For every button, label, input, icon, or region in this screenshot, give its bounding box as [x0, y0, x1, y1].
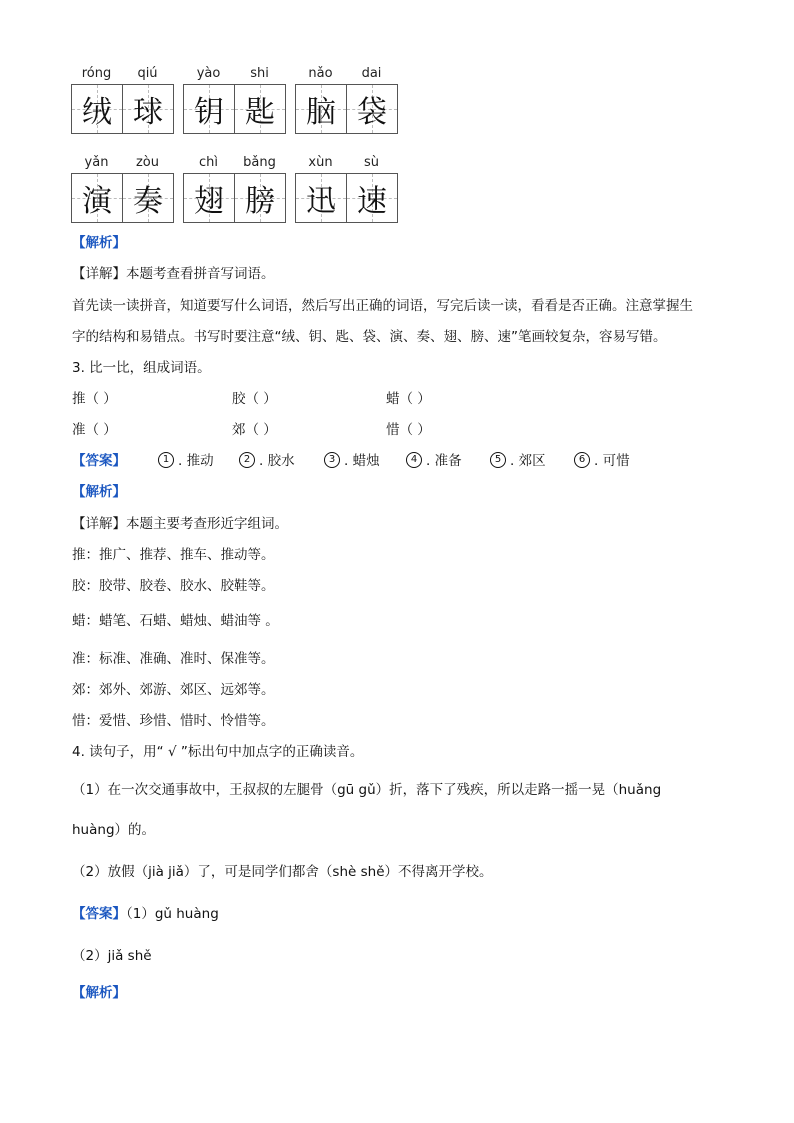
word-group [183, 153, 286, 223]
pinyin: qiú [137, 66, 158, 81]
word-group [71, 64, 174, 134]
char-box: 演 [72, 174, 122, 222]
char-box: 球 [122, 85, 173, 133]
answer-text: （1）gǔ huàng [126, 906, 219, 922]
word-group [71, 153, 174, 223]
char-box: 迅 [296, 174, 346, 222]
pinyin: shi [250, 66, 269, 81]
pinyin: zòu [135, 155, 160, 170]
word-list-line: 郊：郊外、郊游、郊区、远郊等。 [72, 682, 275, 698]
grid-row-1 [71, 64, 398, 134]
char-box: 奏 [122, 174, 173, 222]
word-list-line: 胶：胶带、胶卷、胶水、胶鞋等。 [72, 578, 275, 594]
pinyin: yǎn [84, 155, 109, 170]
word-group [295, 153, 398, 223]
fill-blank: 郊（ ） [232, 422, 277, 438]
char-box: 膀 [234, 174, 285, 222]
sentence-line: huàng）的。 [72, 822, 156, 838]
pinyin: bǎng [243, 155, 276, 170]
pinyin: yào [196, 66, 221, 81]
word-list-line: 准：标准、准确、准时、保准等。 [72, 651, 275, 667]
char-box: 速 [346, 174, 397, 222]
jiexi-heading: 【解析】 [72, 985, 126, 1001]
fill-blank: 蜡（ ） [386, 391, 431, 407]
answer-line: （2）jiǎ shě [72, 948, 152, 964]
char-box: 绒 [72, 85, 122, 133]
circled-number: 5 [490, 452, 506, 468]
word-group [295, 64, 398, 134]
word-list-line: 蜡：蜡笔、石蜡、蜡烛、蜡油等 。 [72, 613, 279, 629]
grid-row-2 [71, 153, 398, 223]
answer-tag: 【答案】 [72, 906, 126, 922]
fill-blank: 胶（ ） [232, 391, 277, 407]
char-box: 翅 [184, 174, 234, 222]
answer-item: 6 . 可惜 [574, 451, 630, 471]
xiangjie-tag: 【详解】 [72, 266, 126, 282]
xiangjie-line [72, 264, 275, 284]
circled-number: 3 [324, 452, 340, 468]
question-title: 4. 读句子，用“ √ ”标出句中加点字的正确读音。 [72, 744, 364, 760]
fill-blank: 准（ ） [72, 422, 117, 438]
answer-line [72, 904, 219, 924]
xiangjie-text: 本题考查看拼音写词语。 [126, 266, 275, 282]
fill-blank: 推（ ） [72, 391, 117, 407]
answer-tag: 【答案】 [72, 453, 126, 469]
circled-number: 6 [574, 452, 590, 468]
pinyin: sù [363, 155, 379, 170]
jiexi-heading: 【解析】 [72, 484, 126, 500]
sentence-line: （1）在一次交通事故中，王叔叔的左腿骨（gū gǔ）折，落下了残疾，所以走路一摇一晃（huǎng [72, 782, 662, 798]
sentence-line: （2）放假（jià jiǎ）了，可是同学们都舍（shè shě）不得离开学校。 [72, 864, 493, 880]
char-box: 钥 [184, 85, 234, 133]
answer-item: 5 . 郊区 [490, 451, 546, 471]
question-title: 3. 比一比，组成词语。 [72, 360, 211, 376]
word-list-line: 推：推广、推荐、推车、推动等。 [72, 547, 275, 563]
xiangjie-tag: 【详解】 [72, 516, 126, 532]
answer-item: 4 . 准备 [406, 451, 462, 471]
char-box: 匙 [234, 85, 285, 133]
answer-item: 3 . 蜡烛 [324, 451, 380, 471]
word-list-line: 惜：爱惜、珍惜、惜时、怜惜等。 [72, 713, 275, 729]
jiexi-heading: 【解析】 [72, 235, 126, 251]
paragraph-line: 首先读一读拼音，知道要写什么词语，然后写出正确的词语，写完后读一读，看看是否正确。注意掌握生 [72, 298, 693, 314]
circled-number: 2 [239, 452, 255, 468]
word-group [183, 64, 286, 134]
pinyin: dai [361, 66, 382, 81]
pinyin: róng [81, 66, 112, 81]
circled-number: 4 [406, 452, 422, 468]
pinyin: chì [199, 155, 218, 170]
circled-number: 1 [158, 452, 174, 468]
char-box: 脑 [296, 85, 346, 133]
fill-blank: 惜（ ） [386, 422, 431, 438]
paragraph-line: 字的结构和易错点。书写时要注意“绒、钥、匙、袋、演、奏、翅、膀、速”笔画较复杂，容易写错。 [72, 329, 667, 345]
answer-item: 2 . 胶水 [239, 451, 295, 471]
xiangjie-line [72, 514, 288, 534]
answer-item: 1 . 推动 [158, 451, 214, 471]
char-box: 袋 [346, 85, 397, 133]
pinyin: nǎo [308, 66, 333, 81]
xiangjie-text: 本题主要考查形近字组词。 [126, 516, 288, 532]
pinyin: xùn [308, 155, 333, 170]
